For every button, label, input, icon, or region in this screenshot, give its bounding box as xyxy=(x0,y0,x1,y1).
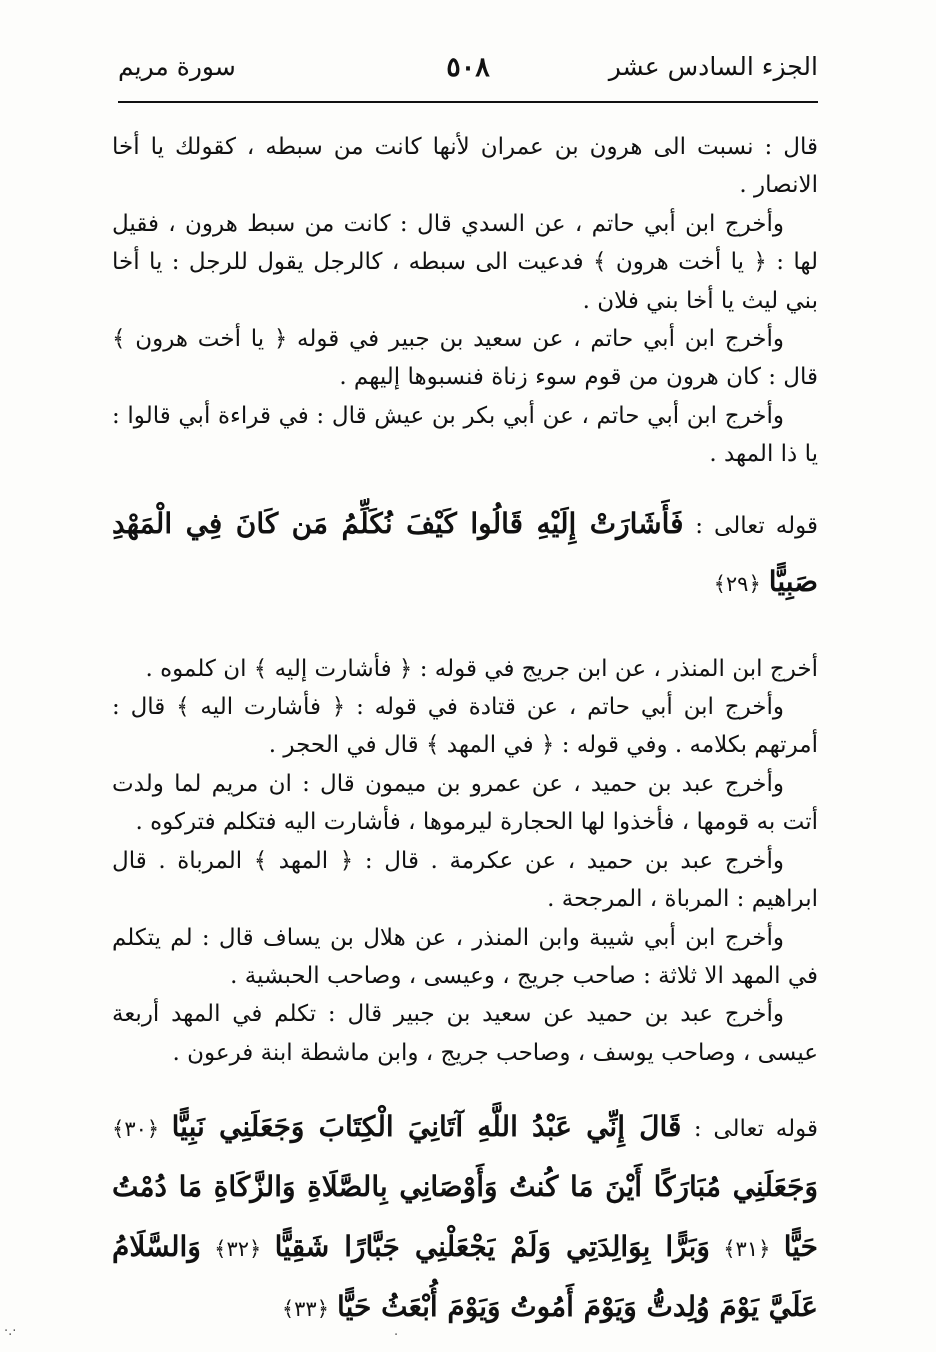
ayah-29: فَأَشَارَتْ إِلَيْهِ قَالُوا كَيْفَ نُكَلِّمُ مَن كَانَ فِي الْمَهْدِ صَبِيًّا xyxy=(112,506,818,598)
verse-lead: قوله تعالى : xyxy=(693,1116,818,1143)
ayah-31: وَجَعَلَنِي مُبَارَكًا أَيْنَ مَا كُنتُ وَأَوْصَانِي بِالصَّلَاةِ وَالزَّكَاةِ مَا دُمْتُ حَيًّا xyxy=(112,1170,818,1264)
paragraph-5: أخرج ابن المنذر ، عن ابن جريج في قوله : ﴿ فأشارت إليه ﴾ ان كلموه . xyxy=(145,655,818,682)
ayah-number-30: ﴿٣٠﴾ xyxy=(112,1117,160,1142)
paragraph-7: وأخرج عبد بن حميد ، عن عمرو بن ميمون قال : ان مريم لما ولدت أتت به قومها ، فأخذوا لها الحجارة ليرموها ، فأشارت اليه فتكلم فتركوه . xyxy=(112,770,818,836)
surah-title: سورة مريم xyxy=(118,52,236,81)
paragraph-3: وأخرج ابن أبي حاتم ، عن سعيد بن جبير في قوله ﴿ يا أخت هرون ﴾ قال : كان هرون من قوم سوء زناة فنسبوها إليهم . xyxy=(112,326,818,391)
ayah-number-31: ﴿٣١﴾ xyxy=(723,1237,771,1262)
page-number: ٥٠٨ xyxy=(446,52,490,83)
paragraph-2: وأخرج ابن أبي حاتم ، عن السدي قال : كانت من سبط هرون ، فقيل لها : ﴿ يا أخت هرون ﴾ فدعيت الى سبطه ، كالرجل يقول للرجل : يا أخا بني ليث يا أخا بني فلان . xyxy=(112,210,818,314)
paragraph-9: وأخرج ابن أبي شيبة وابن المنذر ، عن هلال بن يساف قال : لم يتكلم في المهد الا ثلاثة : صاحب جريج ، وعيسى ، وصاحب الحبشية . xyxy=(112,924,818,989)
paragraph-1: قال : نسبت الى هرون بن عمران لأنها كانت من سبطه ، كقولك يا أخا الانصار . xyxy=(112,134,818,199)
paragraph-6: وأخرج ابن أبي حاتم ، عن قتادة في قوله : ﴿ فأشارت اليه ﴾ قال : أمرتهم بكلامه . وفي قوله : ﴿ في المهد ﴾ قال في الحجر . xyxy=(112,694,818,759)
paragraph-10: وأخرج عبد بن حميد عن سعيد بن جبير قال : تكلم في المهد أربعة عيسى ، وصاحب يوسف ، وصاحب جريج ، وابن ماشطة ابنة فرعون . xyxy=(112,1001,818,1066)
ayah-number-33: ﴿٣٣﴾ xyxy=(281,1297,330,1322)
ayah-number-29: ﴿٢٩﴾ xyxy=(713,571,761,596)
verse-block-1 xyxy=(112,496,818,612)
verse-block-2 xyxy=(112,1098,818,1338)
paragraph-4: وأخرج ابن أبي حاتم ، عن أبي بكر بن عيش قال : في قراءة أبي قالوا : يا ذا المهد . xyxy=(112,402,818,468)
ayah-number-32: ﴿٣٢﴾ xyxy=(214,1237,262,1262)
ayah-32: وَبَرًّا بِوَالِدَتِي وَلَمْ يَجْعَلْنِي جَبَّارًا شَقِيًّا xyxy=(274,1230,710,1264)
scan-speck: · xyxy=(394,1328,399,1343)
verse-lead: قوله تعالى : xyxy=(695,512,818,539)
header-rule xyxy=(118,101,818,103)
scan-speck: ·.· xyxy=(4,1324,17,1339)
ayah-30: قَالَ إِنِّي عَبْدُ اللَّهِ آتَانِيَ الْكِتَابَ وَجَعَلَنِي نَبِيًّا xyxy=(171,1110,682,1144)
page-body xyxy=(112,128,818,1338)
paragraph-8: وأخرج عبد بن حميد ، عن عكرمة . قال : ﴿ المهد ﴾ المرباة . قال ابراهيم : المرباة ، المرجحة . xyxy=(112,847,818,913)
ayah-33: وَالسَّلَامُ عَلَيَّ يَوْمَ وُلِدتُّ وَيَوْمَ أَمُوتُ وَيَوْمَ أُبْعَثُ حَيًّا xyxy=(112,1230,818,1324)
part-title: الجزء السادس عشر xyxy=(608,52,818,81)
page-header xyxy=(118,52,818,96)
